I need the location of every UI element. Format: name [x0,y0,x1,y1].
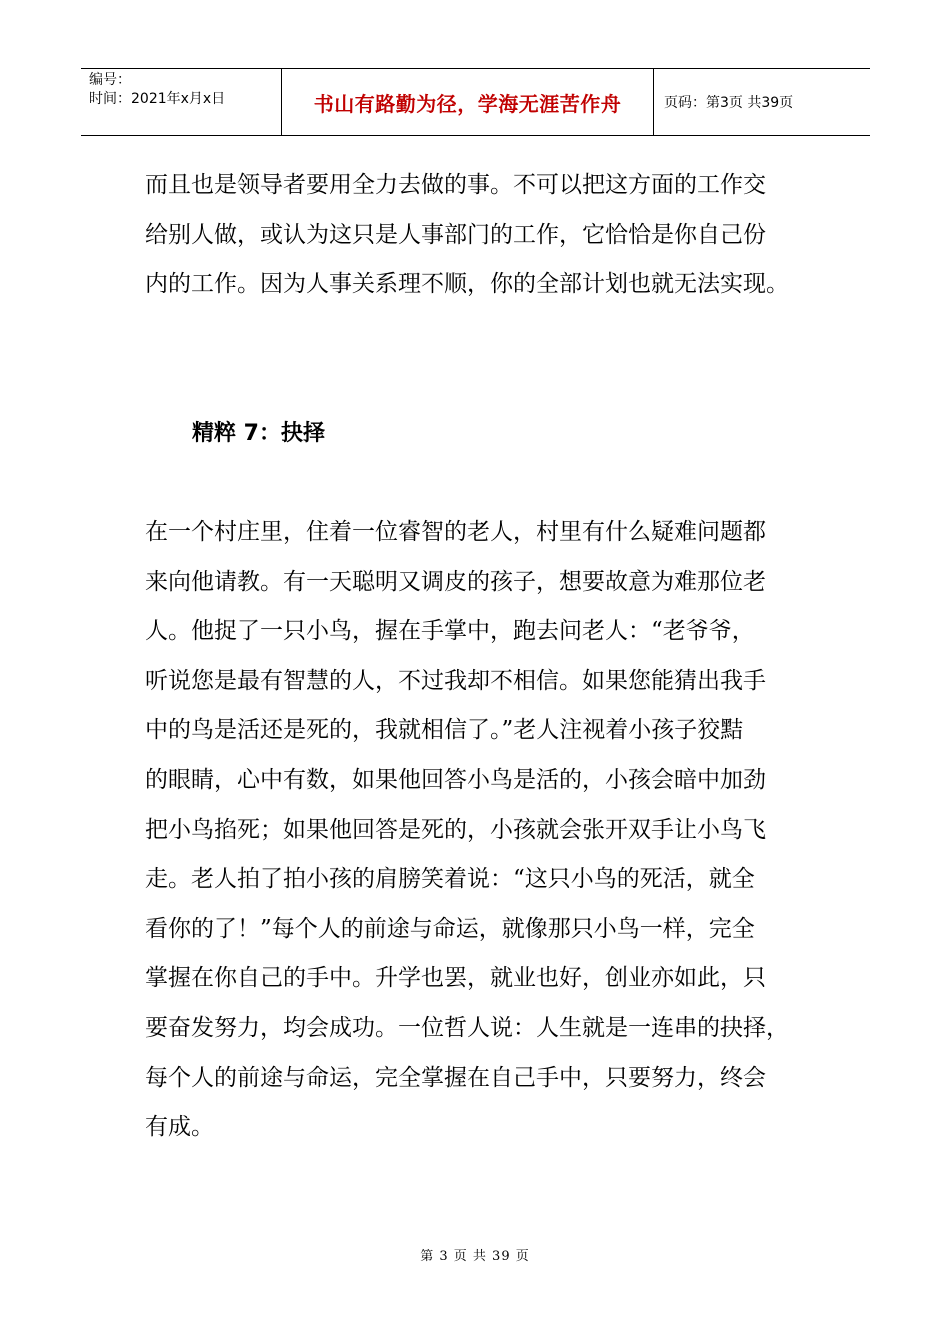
text-line: 要奋发努力，均会成功。一位哲人说：人生就是一连串的抉择， [145,1014,789,1041]
section-heading: 精粹 7：抉择 [192,421,325,446]
text-line: 而且也是领导者要用全力去做的事。不可以把这方面的工作交 [145,172,766,198]
text-line: 听说您是最有智慧的人，不过我却不相信。如果您能猜出我手 [145,667,766,694]
page-footer: 第 3 页 共 39 页 [420,1249,530,1264]
header-motto: 书山有路勤为径，学海无涯苦作舟 [282,69,654,135]
page-header [81,68,870,136]
text-line: 的眼睛，心中有数，如果他回答小鸟是活的，小孩会暗中加劲 [145,766,766,793]
text-line: 人。他捉了一只小鸟，握在手掌中，跑去问老人：“老爷爷， [145,618,755,645]
paragraph-1 [145,161,825,310]
text-line: 把小鸟掐死；如果他回答是死的，小孩就会张开双手让小鸟飞 [145,816,766,843]
text-line: 掌握在你自己的手中。升学也罢，就业也好，创业亦如此，只 [145,965,766,992]
header-meta [81,69,282,135]
text-line: 中的鸟是活还是死的，我就相信了。”老人注视着小孩子狡黠 [145,717,744,744]
text-line: 有成。 [145,1114,214,1141]
text-line: 每个人的前途与命运，完全掌握在自己手中，只要努力，终会 [145,1064,766,1091]
text-line: 给别人做，或认为这只是人事部门的工作，它恰恰是你自己份 [145,221,766,248]
text-line: 内的工作。因为人事关系理不顺，你的全部计划也就无法实现。 [145,271,789,298]
text-line: 看你的了！”每个人的前途与命运，就像那只小鸟一样，完全 [145,915,755,942]
paragraph-2 [145,508,825,1153]
time-label: 时间：2021年x月x日 [89,91,226,107]
number-label: 编号： [89,72,131,88]
text-line: 走。老人拍了拍小孩的肩膀笑着说：“这只小鸟的死活，就全 [145,866,755,893]
text-line: 在一个村庄里，住着一位睿智的老人，村里有什么疑难问题都 [145,519,766,545]
header-page-number: 页码：第3页 共39页 [664,95,794,111]
text-line: 来向他请教。有一天聪明又调皮的孩子，想要故意为难那位老 [145,568,766,595]
